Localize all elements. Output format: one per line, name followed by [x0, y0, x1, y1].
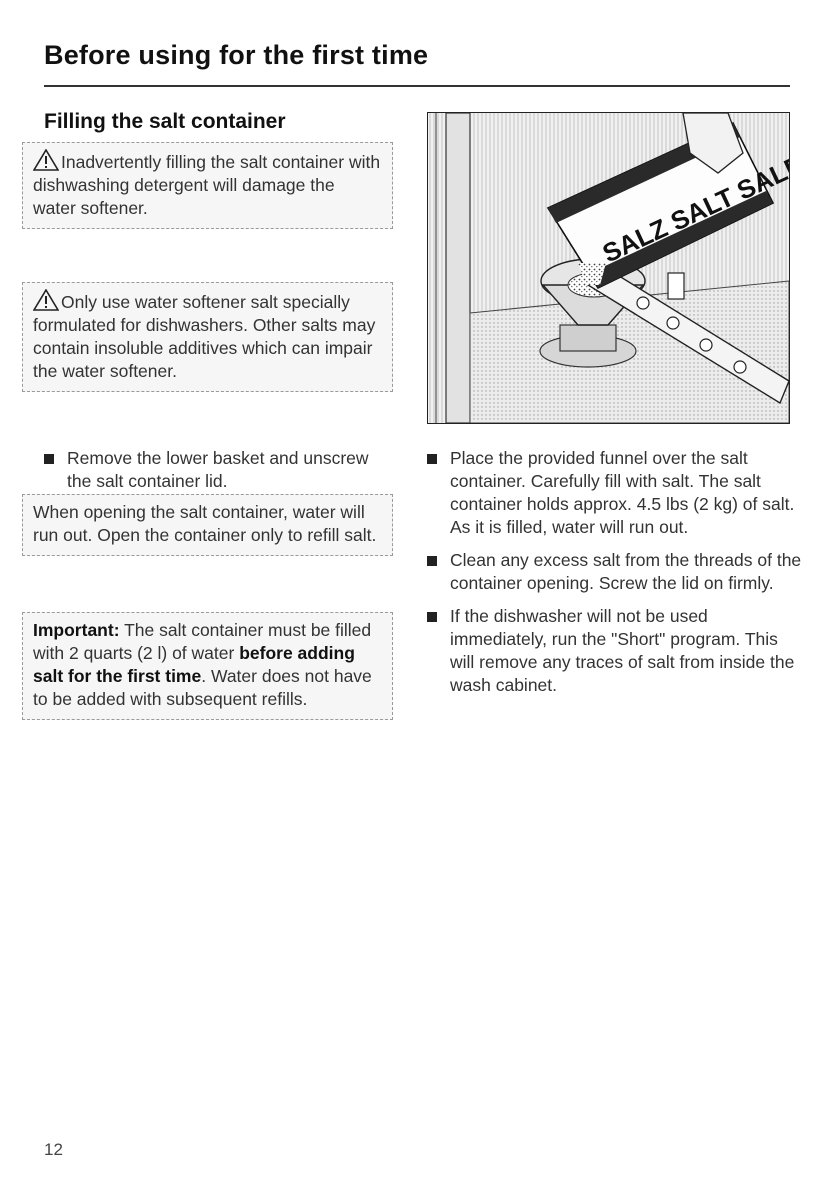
warning-text: Inadvertently filling the salt container with dishwashing detergent will damage the water softener.	[33, 152, 381, 218]
important-bold-text: before adding salt for the first time	[33, 643, 355, 686]
bullet-square-icon	[427, 454, 437, 464]
funnel-salt-bag-drawing	[428, 113, 789, 423]
bullet-square-icon	[427, 556, 437, 566]
note-box-opening	[22, 494, 393, 556]
warning-box-detergent	[22, 142, 393, 229]
salt-filling-illustration	[427, 112, 790, 424]
warning-box-salt-type	[22, 282, 393, 392]
important-text: The salt container must be filled with 2 quarts (2 l) of water	[33, 620, 372, 663]
title-rule	[44, 85, 790, 87]
important-label: Important:	[33, 620, 120, 640]
warning-triangle-icon	[33, 289, 59, 311]
list-item	[427, 549, 802, 595]
note-text: When opening the salt container, water will run out. Open the container only to refill salt.	[33, 502, 377, 545]
bullet-square-icon	[44, 454, 54, 464]
list-item	[44, 447, 394, 493]
page-number: 12	[44, 1140, 63, 1159]
warning-text: Only use water softener salt specially formulated for dishwashers. Other salts may contain insoluble additives which can impair the water softener.	[33, 292, 376, 381]
warning-triangle-icon	[33, 149, 59, 171]
page-title: Before using for the first time	[44, 40, 429, 70]
step-text: Clean any excess salt from the threads of the container opening. Screw the lid on firmly.	[450, 550, 802, 593]
step-text: If the dishwasher will not be used immediately, run the "Short" program. This will remove any traces of salt from inside the wash cabinet.	[450, 606, 795, 695]
section-title: Filling the salt container	[44, 110, 286, 133]
list-item	[427, 605, 802, 697]
right-step-list	[427, 447, 802, 707]
step-text: Place the provided funnel over the salt container. Carefully fill with salt. The salt container holds approx. 4.5 lbs (2 kg) of salt. As it is filled, water will run out.	[450, 448, 795, 537]
bullet-square-icon	[427, 612, 437, 622]
list-item	[427, 447, 802, 539]
important-text-end: . Water does not have to be added with subsequent refills.	[33, 666, 372, 709]
step-text: Remove the lower basket and unscrew the salt container lid.	[67, 448, 369, 491]
note-box-important	[22, 612, 393, 720]
salt-bag-label: SALZ SALT SALE	[597, 149, 789, 269]
